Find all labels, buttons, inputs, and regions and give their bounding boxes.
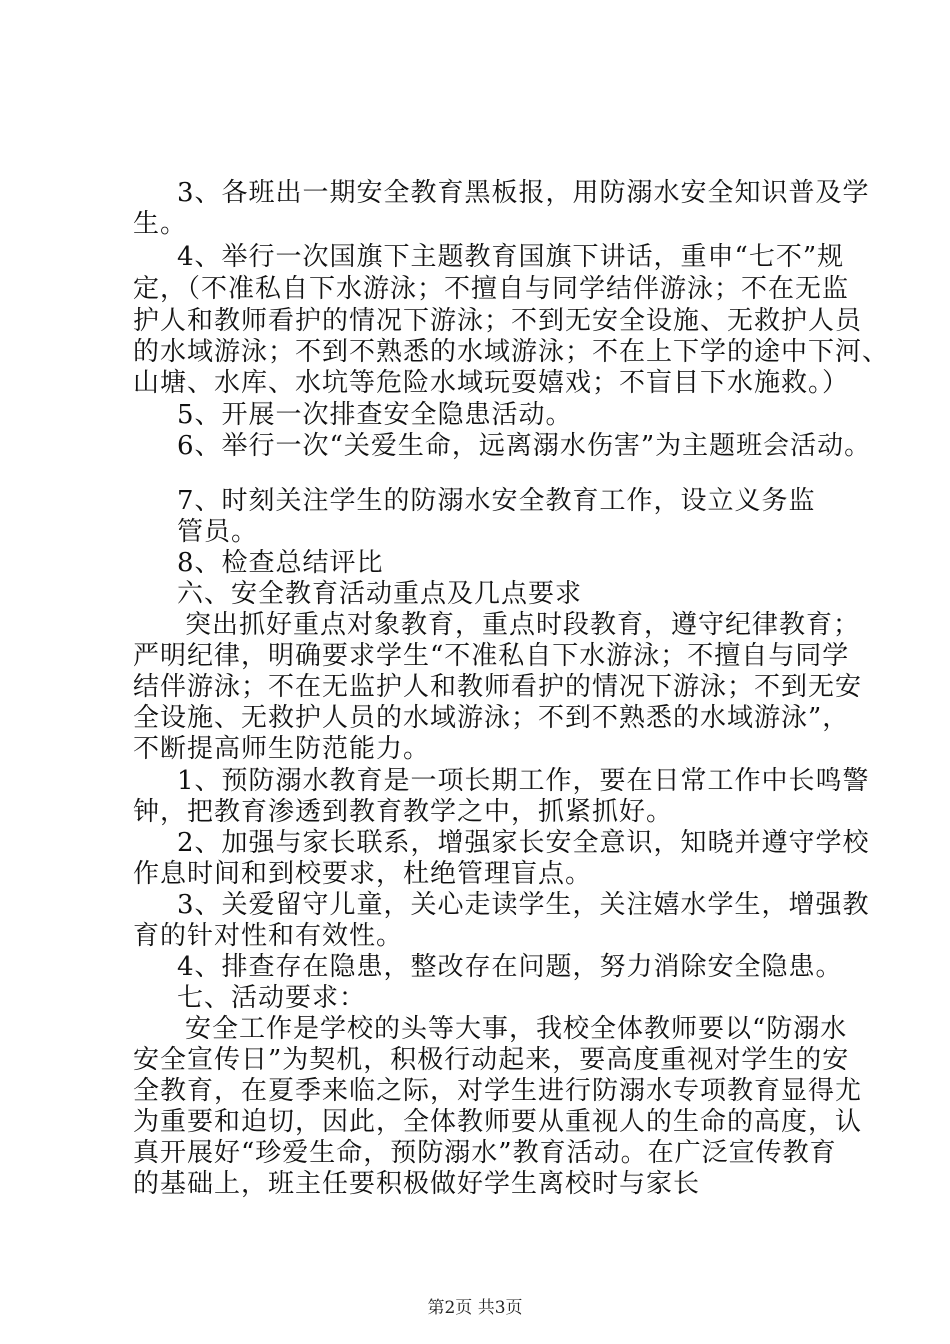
section-heading: 六、安全教育活动重点及几点要求 [177, 579, 583, 609]
text-line: 安全宣传日”为契机，积极行动起来，要高度重视对学生的安 [133, 1045, 850, 1075]
text-line: 安全工作是学校的头等大事，我校全体教师要以“防溺水 [185, 1014, 848, 1044]
text-line: 的水域游泳；不到不熟悉的水域游泳；不在上下学的途中下河、 [133, 337, 890, 367]
text-line: 结伴游泳；不在无监护人和教师看护的情况下游泳；不到无安 [133, 672, 863, 702]
section-heading: 七、活动要求： [177, 983, 367, 1013]
text-line: 4、举行一次国旗下主题教育国旗下讲话，重申“七不”规 [177, 242, 845, 272]
text-line: 钟，把教育渗透到教育教学之中，抓紧抓好。 [133, 797, 674, 827]
text-line: 作息时间和到校要求，杜绝管理盲点。 [133, 859, 593, 889]
text-line: 突出抓好重点对象教育，重点时段教育，遵守纪律教育； [185, 610, 861, 640]
text-line: 全设施、无救护人员的水域游泳；不到不熟悉的水域游泳”， [133, 703, 850, 733]
text-line: 育的针对性和有效性。 [133, 921, 404, 951]
text-line: 真开展好“珍爱生命，预防溺水”教育活动。在广泛宣传教育 [133, 1138, 837, 1168]
text-line: 严明纪律，明确要求学生“不准私自下水游泳；不擅自与同学 [133, 641, 850, 671]
text-line: 3、关爱留守儿童，关心走读学生，关注嬉水学生，增强教 [177, 890, 870, 920]
text-line: 全教育，在夏季来临之际，对学生进行防溺水专项教育显得尤 [133, 1076, 863, 1106]
text-line: 7、时刻关注学生的防溺水安全教育工作，设立义务监 [177, 486, 816, 516]
text-line: 的基础上，班主任要积极做好学生离校时与家长 [133, 1169, 701, 1199]
text-line: 5、开展一次排查安全隐患活动。 [177, 400, 573, 430]
text-line: 1、预防溺水教育是一项长期工作，要在日常工作中长鸣警 [177, 766, 870, 796]
text-line: 定，（不准私自下水游泳；不擅自与同学结伴游泳；不在无监 [133, 274, 850, 304]
text-line: 山塘、水库、水坑等危险水域玩耍嬉戏；不盲目下水施救。） [133, 368, 850, 398]
text-line: 为重要和迫切，因此，全体教师要从重视人的生命的高度，认 [133, 1107, 863, 1137]
text-line: 3、各班出一期安全教育黑板报，用防溺水安全知识普及学 [177, 178, 870, 208]
text-line: 不断提高师生防范能力。 [133, 734, 431, 764]
page-number-footer: 第2页 共3页 [427, 1298, 523, 1318]
text-line: 护人和教师看护的情况下游泳；不到无安全设施、无救护人员 [133, 306, 863, 336]
text-line: 8、检查总结评比 [177, 548, 384, 578]
text-line: 2、加强与家长联系，增强家长安全意识，知晓并遵守学校 [177, 828, 870, 858]
text-line: 生。 [133, 209, 188, 239]
text-line: 管员。 [177, 517, 259, 547]
text-line: 6、举行一次“关爱生命，远离溺水伤害”为主题班会活动。 [177, 431, 872, 461]
text-line: 4、排查存在隐患，整改存在问题，努力消除安全隐患。 [177, 952, 843, 982]
